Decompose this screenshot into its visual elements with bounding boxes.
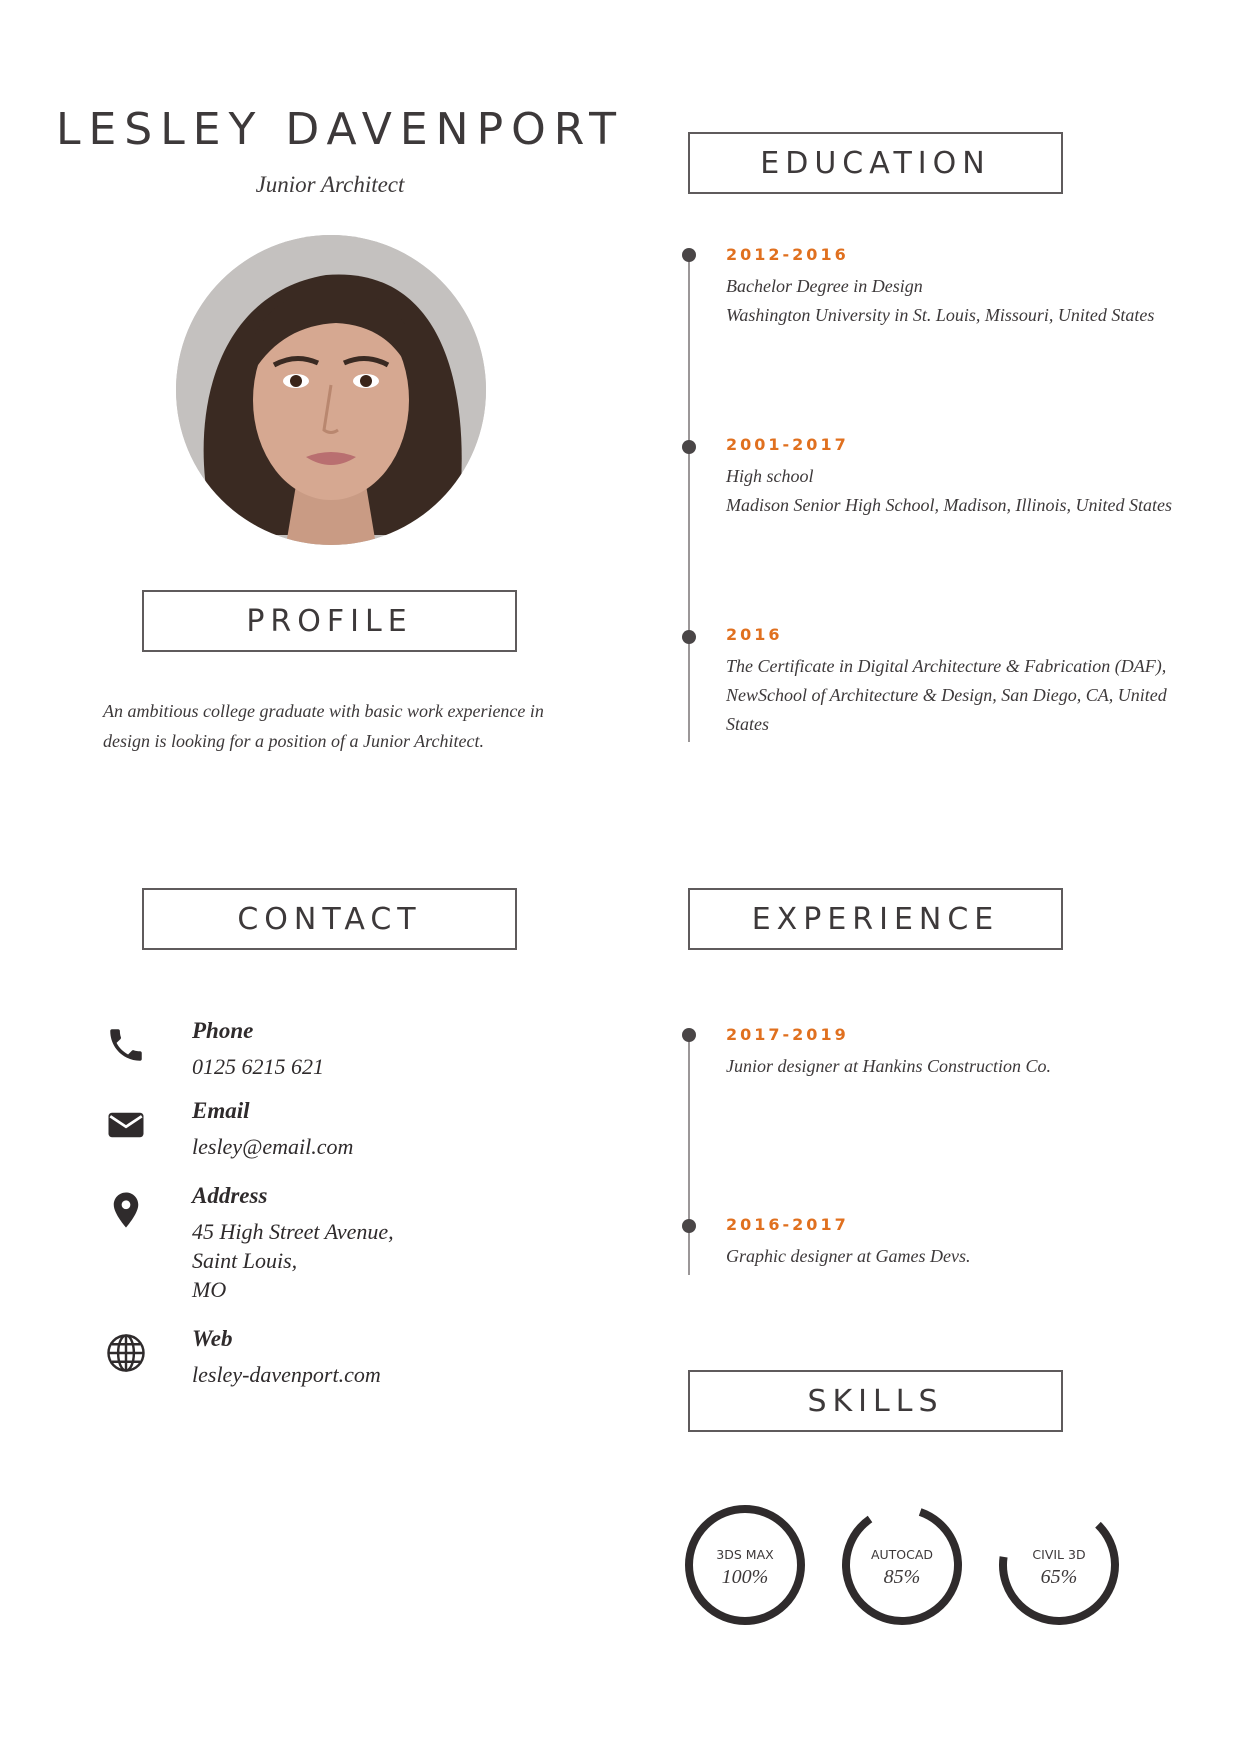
contact-email-label: Email <box>192 1098 250 1123</box>
profile-summary: An ambitious college graduate with basic work experience in design is looking for a position of a Junior Architect. <box>103 701 544 751</box>
contact-address-value: 45 High Street Avenue, Saint Louis, MO <box>192 1219 394 1302</box>
education-degree: The Certificate in Digital Architecture & Fabrication (DAF), <box>726 656 1167 676</box>
skill-name: CIVIL 3D <box>1032 1547 1086 1562</box>
education-institution-cont: States <box>726 714 769 734</box>
education-timeline-line <box>688 255 690 742</box>
contact-web-label: Web <box>192 1326 233 1351</box>
portrait-illustration <box>176 235 486 545</box>
skills-rings <box>680 1500 1130 1640</box>
experience-details <box>726 1052 1186 1081</box>
education-degree: Bachelor Degree in Design <box>726 276 923 296</box>
skill-ring-arc <box>837 1500 967 1630</box>
education-institution: Washington University in St. Louis, Missouri, United States <box>726 305 1155 325</box>
education-timeline-dot <box>682 248 696 262</box>
skill-3ds-max <box>680 1500 810 1630</box>
location-pin-icon <box>105 1189 147 1231</box>
education-details <box>726 272 1186 330</box>
skill-civil-3d <box>994 1500 1124 1630</box>
skill-ring-arc <box>689 1509 801 1621</box>
contact-phone-value: 0125 6215 621 <box>192 1054 324 1079</box>
skill-ring-arc <box>994 1500 1124 1630</box>
profile-heading: PROFILE <box>142 590 517 652</box>
experience-date: 2017-2019 <box>726 1025 849 1044</box>
education-institution: Madison Senior High School, Madison, Illinois, United States <box>726 495 1172 515</box>
profile-photo <box>176 235 486 545</box>
phone-icon <box>105 1024 147 1066</box>
education-institution: NewSchool of Architecture & Design, San Diego, CA, United <box>726 685 1167 705</box>
skill-name: 3DS MAX <box>716 1547 774 1562</box>
experience-timeline-dot <box>682 1028 696 1042</box>
skill-name: AUTOCAD <box>870 1547 934 1562</box>
candidate-name: LESLEY DAVENPORT <box>55 104 625 155</box>
experience-position: Graphic designer at Games Devs. <box>726 1246 971 1266</box>
contact-web-value: lesley-davenport.com <box>192 1362 381 1387</box>
skill-percent: 100% <box>721 1566 769 1588</box>
skill-ring-icon <box>994 1500 1124 1630</box>
experience-position: Junior designer at Hankins Construction Co. <box>726 1056 1051 1076</box>
education-date: 2001-2017 <box>726 435 849 454</box>
contact-phone-label: Phone <box>192 1018 254 1043</box>
email-icon <box>105 1104 147 1146</box>
experience-date: 2016-2017 <box>726 1215 849 1234</box>
education-timeline-dot <box>682 440 696 454</box>
education-date: 2016 <box>726 625 783 644</box>
skill-autocad <box>837 1500 967 1630</box>
education-date: 2012-2016 <box>726 245 849 264</box>
education-heading: EDUCATION <box>688 132 1063 194</box>
contact-email-value: lesley@email.com <box>192 1134 354 1159</box>
experience-heading: EXPERIENCE <box>688 888 1063 950</box>
education-details <box>726 652 1186 739</box>
experience-details <box>726 1242 1186 1271</box>
contact-heading: CONTACT <box>142 888 517 950</box>
skill-percent: 85% <box>883 1566 921 1588</box>
experience-timeline-line <box>688 1035 690 1275</box>
education-details <box>726 462 1186 520</box>
skills-heading: SKILLS <box>688 1370 1063 1432</box>
skill-percent: 65% <box>1040 1566 1078 1588</box>
education-timeline-dot <box>682 630 696 644</box>
contact-address-label: Address <box>192 1183 268 1208</box>
globe-icon <box>105 1332 147 1374</box>
education-degree: High school <box>726 466 814 486</box>
experience-timeline-dot <box>682 1219 696 1233</box>
skill-ring-icon <box>680 1500 810 1630</box>
skill-ring-icon <box>837 1500 967 1630</box>
candidate-role: Junior Architect <box>255 172 405 197</box>
